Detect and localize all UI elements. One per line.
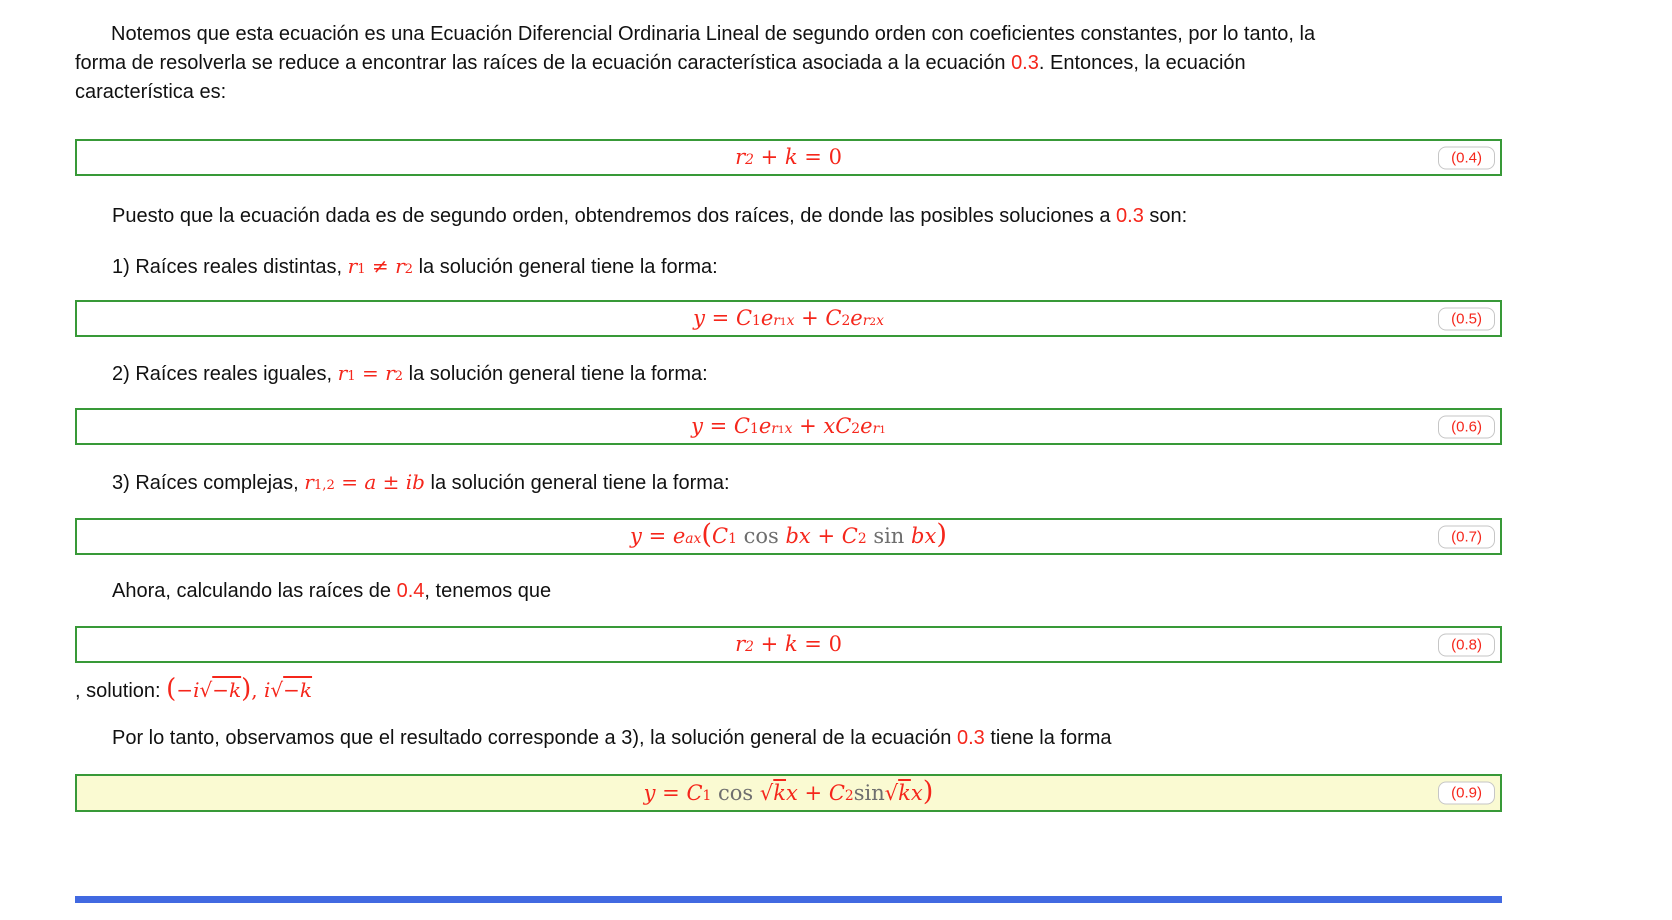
text-segment: ax	[685, 531, 702, 547]
text-segment: =	[334, 470, 365, 494]
text-segment: e	[760, 306, 774, 330]
equation-label-chip: (0.7)	[1438, 525, 1495, 548]
text-segment: −i	[176, 678, 200, 702]
text-segment: √	[270, 678, 284, 702]
text-segment: 2	[851, 421, 861, 437]
text-segment: y	[630, 524, 642, 548]
text-segment: x	[876, 313, 884, 329]
worksheet	[75, 20, 1502, 903]
text-segment: r	[337, 361, 348, 385]
equation-label-chip: (0.8)	[1438, 633, 1495, 656]
equation-box-0-8[interactable]	[75, 626, 1502, 663]
text-segment: y	[691, 414, 703, 438]
text-segment: Ahora, calculando las raíces de	[112, 580, 397, 602]
text-segment: (	[166, 674, 177, 704]
text-segment: k	[784, 145, 798, 169]
text-segment: √	[199, 678, 213, 702]
text-segment: 2	[745, 152, 754, 168]
text-segment: 2	[844, 787, 854, 804]
text-segment: e	[850, 306, 863, 330]
text-segment: x	[910, 780, 923, 805]
text-segment: )	[922, 775, 934, 807]
equation-box-0-4[interactable]	[75, 139, 1502, 176]
text-segment: , solution:	[75, 680, 167, 702]
equation-box-0-9[interactable]	[75, 774, 1502, 812]
text-segment: 1	[779, 316, 787, 328]
text-segment: ib	[405, 470, 425, 494]
text-segment: 1	[777, 424, 785, 436]
text-segment: C	[841, 524, 858, 548]
text-segment: tiene la forma	[984, 727, 1112, 749]
text-segment: 3) Raíces complejas,	[112, 472, 305, 494]
text-segment: r	[735, 145, 746, 169]
text-segment: la solución general tiene la forma:	[424, 472, 730, 494]
text-segment: 1	[879, 424, 886, 436]
text-segment: =	[641, 524, 673, 548]
text-segment: r	[862, 313, 870, 329]
text-segment: r	[304, 470, 314, 494]
text-segment: Por lo tanto, observamos que el resultado corresponde a 3), la solución general de la ecuación	[112, 727, 957, 749]
text-segment: cos	[736, 524, 786, 548]
text-segment: k	[898, 780, 911, 805]
equation-box-0-6[interactable]	[75, 408, 1502, 445]
equation-label-chip: (0.9)	[1438, 782, 1495, 805]
text-segment: la solución general tiene la forma:	[403, 363, 708, 385]
equation-label-chip: (0.6)	[1438, 415, 1495, 438]
text-segment: =	[355, 361, 386, 385]
text-segment: . Entonces, la ecuación	[1038, 52, 1246, 74]
text-segment: , tenemos que	[424, 580, 552, 602]
text-segment: 2	[841, 313, 851, 329]
text-segment: bx	[911, 524, 937, 548]
text-segment: x	[786, 313, 795, 329]
equation-math	[735, 634, 842, 655]
text-segment: x	[823, 414, 836, 438]
text-segment: k	[773, 780, 787, 805]
text-segment: y	[643, 780, 656, 805]
text-segment: )	[241, 674, 252, 704]
text-segment: e	[758, 414, 772, 438]
text-segment: +	[794, 306, 826, 330]
text-segment: 1) Raíces reales distintas,	[112, 256, 348, 278]
text-segment: 1,2	[313, 478, 335, 493]
text-segment: +	[753, 145, 785, 169]
text-segment: r	[735, 632, 746, 656]
equation-math	[691, 416, 886, 437]
text-segment: 2	[857, 531, 867, 547]
paragraph-intro[interactable]	[75, 20, 1502, 107]
text-segment: =	[702, 414, 734, 438]
text-segment: bx	[785, 524, 811, 548]
text-segment: 2) Raíces reales iguales,	[112, 363, 338, 385]
text-segment: = 0	[797, 145, 842, 169]
text-segment: r	[347, 254, 358, 278]
text-segment: 1	[752, 313, 761, 329]
paragraph-roots-intro[interactable]	[75, 202, 1502, 231]
text-segment: a	[364, 470, 377, 494]
text-segment: C	[712, 524, 729, 548]
text-segment: 1	[357, 262, 366, 277]
text-segment: 0.3	[1011, 52, 1039, 74]
text-segment: C	[686, 780, 703, 805]
solution-line[interactable]	[75, 673, 1502, 708]
text-segment: 2	[404, 262, 414, 277]
text-segment: Notemos que esta ecuación es una Ecuación Diferencial Ordinaria Lineal de segundo orden con coeficientes constantes, por lo tanto, la	[111, 23, 1316, 45]
text-segment: 2	[394, 369, 404, 384]
paragraph-calc-roots[interactable]	[75, 577, 1502, 606]
text-segment: C	[735, 306, 753, 330]
text-segment: −k	[212, 678, 242, 702]
text-segment: C	[828, 780, 845, 805]
text-segment: y	[693, 306, 705, 330]
text-segment: 2	[745, 639, 754, 655]
text-segment: ±	[376, 470, 406, 494]
text-segment: C	[733, 414, 750, 438]
text-segment: r	[395, 254, 405, 278]
text-segment: =	[704, 306, 736, 330]
text-segment: +	[792, 414, 824, 438]
equation-math	[630, 519, 947, 550]
text-segment: sin	[853, 780, 885, 805]
text-segment: √	[759, 780, 774, 805]
text-segment: C	[825, 306, 842, 330]
text-segment: r	[773, 313, 780, 329]
text-segment: 0.3	[956, 727, 985, 749]
equation-box-0-5[interactable]	[75, 300, 1502, 337]
case-3-text[interactable]	[75, 468, 1502, 498]
text-segment: 0.3	[1116, 205, 1144, 227]
text-segment: r	[385, 361, 395, 385]
text-segment: cos	[711, 780, 760, 805]
text-segment: 1	[702, 787, 712, 804]
text-segment: e	[860, 414, 873, 438]
text-segment: +	[797, 780, 829, 805]
text-segment: r	[771, 421, 778, 437]
text-segment: la solución general tiene la forma:	[413, 256, 718, 278]
case-2-text[interactable]	[75, 359, 1502, 389]
text-segment: 1	[347, 369, 356, 384]
text-segment: = 0	[797, 632, 842, 656]
equation-math	[735, 147, 842, 168]
case-1-text[interactable]	[75, 252, 1502, 282]
text-segment: forma de resolverla se reduce a encontrar las raíces de la ecuación característica asociada a la ecuación	[75, 52, 1012, 74]
text-segment: 1	[750, 421, 759, 437]
text-segment: son:	[1143, 205, 1188, 227]
equation-label-chip: (0.4)	[1438, 146, 1495, 169]
text-segment: Puesto que la ecuación dada es de segundo orden, obtendremos dos raíces, de donde las posibles soluciones a	[112, 205, 1117, 227]
text-segment: C	[835, 414, 852, 438]
equation-box-0-7[interactable]	[75, 518, 1502, 555]
text-segment: √	[884, 780, 899, 805]
text-segment: 1	[728, 531, 737, 547]
equation-math	[643, 775, 934, 807]
text-segment: −k	[283, 678, 313, 702]
text-segment: ,	[251, 678, 258, 702]
text-segment: 2	[869, 316, 877, 328]
equation-math	[693, 308, 884, 329]
text-segment: e	[672, 524, 686, 548]
text-segment: =	[655, 780, 687, 805]
text-segment: )	[936, 519, 947, 550]
text-segment: característica es:	[75, 81, 227, 103]
text-segment: +	[810, 524, 842, 548]
text-segment: k	[784, 632, 798, 656]
text-segment: x	[784, 421, 793, 437]
text-segment: x	[786, 780, 798, 805]
text-segment: i	[257, 678, 271, 702]
text-segment: ≠	[365, 254, 396, 278]
text-segment: sin	[866, 524, 912, 548]
text-segment: (	[701, 519, 713, 550]
text-segment: +	[753, 632, 785, 656]
text-segment: r	[872, 421, 880, 437]
equation-label-chip: (0.5)	[1438, 307, 1495, 330]
text-segment: 0.4	[396, 580, 425, 602]
paragraph-conclusion[interactable]	[75, 724, 1502, 753]
